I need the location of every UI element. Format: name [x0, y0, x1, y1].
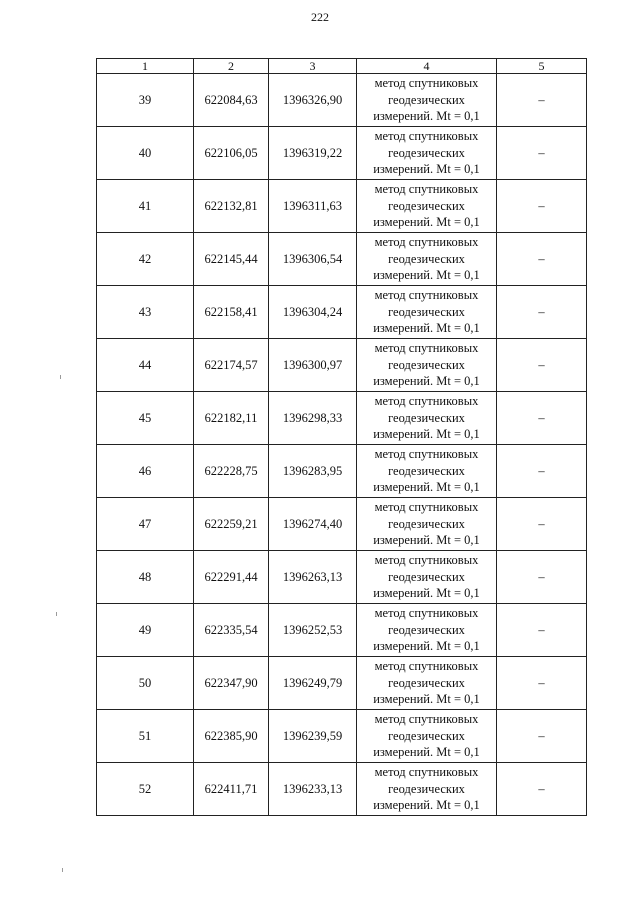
table-row — [97, 286, 587, 339]
method-cell — [357, 392, 497, 445]
note-cell: – — [497, 445, 587, 498]
method-line: геодезических — [388, 92, 465, 107]
note-cell: – — [497, 604, 587, 657]
y-coordinate-cell: 1396252,53 — [269, 604, 357, 657]
method-cell — [357, 127, 497, 180]
note-cell: – — [497, 498, 587, 551]
y-coordinate-cell: 1396249,79 — [269, 657, 357, 710]
method-line: геодезических — [388, 145, 465, 160]
method-line: измерений. Mt = 0,1 — [373, 321, 480, 336]
table-row — [97, 710, 587, 763]
method-line: измерений. Mt = 0,1 — [373, 745, 480, 760]
x-coordinate-cell: 622228,75 — [194, 445, 269, 498]
method-line: геодезических — [388, 198, 465, 213]
table-body — [97, 74, 587, 816]
method-cell — [357, 445, 497, 498]
method-line: геодезических — [388, 728, 465, 743]
point-number-cell: 41 — [97, 180, 194, 233]
method-line: измерений. Mt = 0,1 — [373, 586, 480, 601]
method-line: геодезических — [388, 357, 465, 372]
method-line: метод спутниковых — [374, 553, 479, 568]
y-coordinate-cell: 1396239,59 — [269, 710, 357, 763]
point-number-cell: 45 — [97, 392, 194, 445]
method-line: геодезических — [388, 675, 465, 690]
x-coordinate-cell: 622084,63 — [194, 74, 269, 127]
header-col-2: 2 — [194, 59, 269, 74]
method-cell — [357, 604, 497, 657]
x-coordinate-cell: 622347,90 — [194, 657, 269, 710]
point-number-cell: 39 — [97, 74, 194, 127]
table-row — [97, 74, 587, 127]
method-line: геодезических — [388, 251, 465, 266]
point-number-cell: 52 — [97, 763, 194, 816]
point-number-cell: 50 — [97, 657, 194, 710]
y-coordinate-cell: 1396326,90 — [269, 74, 357, 127]
method-line: метод спутниковых — [374, 394, 479, 409]
method-line: измерений. Mt = 0,1 — [373, 798, 480, 813]
method-cell — [357, 74, 497, 127]
point-number-cell: 40 — [97, 127, 194, 180]
method-line: измерений. Mt = 0,1 — [373, 162, 480, 177]
method-cell — [357, 233, 497, 286]
table-row — [97, 233, 587, 286]
scan-speck — [60, 375, 61, 379]
method-cell — [357, 339, 497, 392]
method-line: измерений. Mt = 0,1 — [373, 374, 480, 389]
x-coordinate-cell: 622174,57 — [194, 339, 269, 392]
point-number-cell: 44 — [97, 339, 194, 392]
table-row — [97, 498, 587, 551]
x-coordinate-cell: 622259,21 — [194, 498, 269, 551]
point-number-cell: 51 — [97, 710, 194, 763]
x-coordinate-cell: 622385,90 — [194, 710, 269, 763]
y-coordinate-cell: 1396263,13 — [269, 551, 357, 604]
method-line: метод спутниковых — [374, 129, 479, 144]
method-line: метод спутниковых — [374, 235, 479, 250]
method-line: метод спутниковых — [374, 659, 479, 674]
y-coordinate-cell: 1396274,40 — [269, 498, 357, 551]
x-coordinate-cell: 622335,54 — [194, 604, 269, 657]
method-line: метод спутниковых — [374, 712, 479, 727]
method-line: геодезических — [388, 410, 465, 425]
method-cell — [357, 286, 497, 339]
point-number-cell: 42 — [97, 233, 194, 286]
table-row — [97, 180, 587, 233]
method-cell — [357, 551, 497, 604]
method-line: измерений. Mt = 0,1 — [373, 427, 480, 442]
table-row — [97, 127, 587, 180]
note-cell: – — [497, 180, 587, 233]
method-line: измерений. Mt = 0,1 — [373, 639, 480, 654]
method-cell — [357, 710, 497, 763]
method-line: измерений. Mt = 0,1 — [373, 109, 480, 124]
method-line: измерений. Mt = 0,1 — [373, 215, 480, 230]
method-line: измерений. Mt = 0,1 — [373, 480, 480, 495]
header-col-5: 5 — [497, 59, 587, 74]
x-coordinate-cell: 622411,71 — [194, 763, 269, 816]
header-col-1: 1 — [97, 59, 194, 74]
method-cell — [357, 180, 497, 233]
y-coordinate-cell: 1396300,97 — [269, 339, 357, 392]
y-coordinate-cell: 1396319,22 — [269, 127, 357, 180]
page-number: 222 — [311, 10, 329, 24]
note-cell: – — [497, 551, 587, 604]
note-cell: – — [497, 339, 587, 392]
note-cell: – — [497, 127, 587, 180]
point-number-cell: 46 — [97, 445, 194, 498]
y-coordinate-cell: 1396283,95 — [269, 445, 357, 498]
method-line: геодезических — [388, 463, 465, 478]
x-coordinate-cell: 622145,44 — [194, 233, 269, 286]
point-number-cell: 48 — [97, 551, 194, 604]
note-cell: – — [497, 286, 587, 339]
y-coordinate-cell: 1396304,24 — [269, 286, 357, 339]
method-line: метод спутниковых — [374, 182, 479, 197]
table-header-row — [97, 59, 587, 74]
method-line: геодезических — [388, 516, 465, 531]
x-coordinate-cell: 622132,81 — [194, 180, 269, 233]
table-row — [97, 604, 587, 657]
table-row — [97, 339, 587, 392]
method-line: геодезических — [388, 622, 465, 637]
method-line: метод спутниковых — [374, 447, 479, 462]
point-number-cell: 43 — [97, 286, 194, 339]
header-col-4: 4 — [357, 59, 497, 74]
note-cell: – — [497, 657, 587, 710]
method-cell — [357, 657, 497, 710]
note-cell: – — [497, 392, 587, 445]
note-cell: – — [497, 763, 587, 816]
method-line: геодезических — [388, 304, 465, 319]
method-line: измерений. Mt = 0,1 — [373, 692, 480, 707]
x-coordinate-cell: 622291,44 — [194, 551, 269, 604]
method-line: метод спутниковых — [374, 288, 479, 303]
method-line: геодезических — [388, 569, 465, 584]
method-line: метод спутниковых — [374, 341, 479, 356]
point-number-cell: 49 — [97, 604, 194, 657]
point-number-cell: 47 — [97, 498, 194, 551]
scan-speck — [56, 612, 57, 616]
header-col-3: 3 — [269, 59, 357, 74]
note-cell: – — [497, 233, 587, 286]
method-cell — [357, 498, 497, 551]
method-line: измерений. Mt = 0,1 — [373, 533, 480, 548]
note-cell: – — [497, 74, 587, 127]
method-line: метод спутниковых — [374, 765, 479, 780]
method-cell — [357, 763, 497, 816]
scan-speck — [62, 868, 63, 872]
x-coordinate-cell: 622106,05 — [194, 127, 269, 180]
y-coordinate-cell: 1396311,63 — [269, 180, 357, 233]
y-coordinate-cell: 1396298,33 — [269, 392, 357, 445]
table-row — [97, 657, 587, 710]
table-row — [97, 445, 587, 498]
x-coordinate-cell: 622182,11 — [194, 392, 269, 445]
method-line: измерений. Mt = 0,1 — [373, 268, 480, 283]
table-row — [97, 392, 587, 445]
x-coordinate-cell: 622158,41 — [194, 286, 269, 339]
method-line: метод спутниковых — [374, 606, 479, 621]
note-cell: – — [497, 710, 587, 763]
method-line: геодезических — [388, 781, 465, 796]
method-line: метод спутниковых — [374, 500, 479, 515]
coordinates-table — [96, 58, 587, 816]
table-row — [97, 763, 587, 816]
y-coordinate-cell: 1396233,13 — [269, 763, 357, 816]
table-row — [97, 551, 587, 604]
y-coordinate-cell: 1396306,54 — [269, 233, 357, 286]
method-line: метод спутниковых — [374, 76, 479, 91]
